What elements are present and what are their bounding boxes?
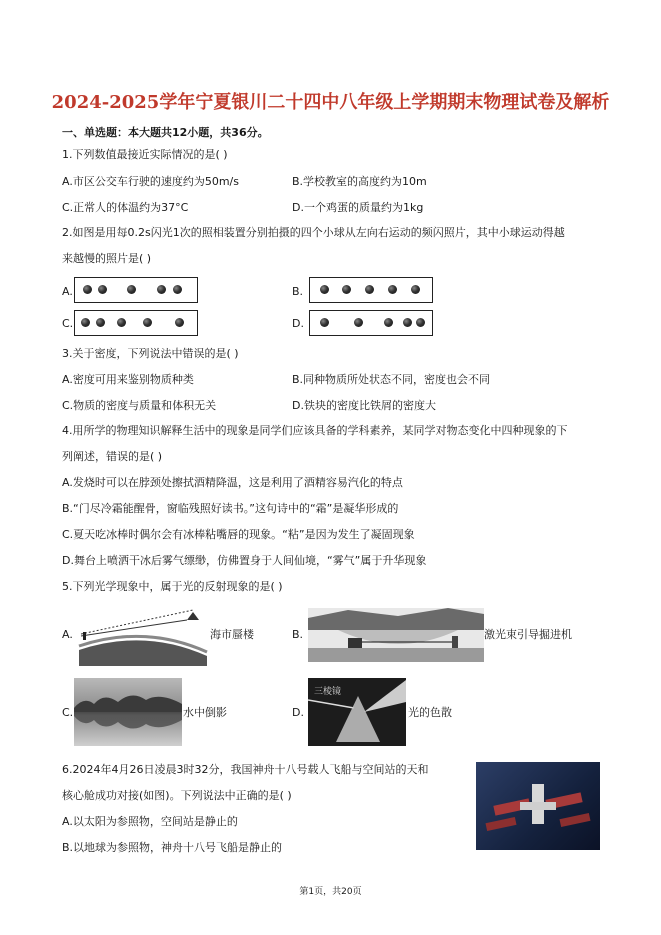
ball	[320, 318, 329, 327]
ball	[157, 285, 166, 294]
water-reflection-photo	[74, 678, 182, 746]
ball	[388, 285, 397, 294]
q3-stem: 3.关于密度，下列说法中错误的是( )	[62, 347, 239, 360]
ball	[98, 285, 107, 294]
q5-option-b-text: 激光束引导掘进机	[484, 628, 572, 641]
q5-stem: 5.下列光学现象中，属于光的反射现象的是( )	[62, 580, 283, 593]
ball	[127, 285, 136, 294]
section-heading: 一、单选题：本大题共12小题，共36分。	[62, 126, 269, 139]
q1-option-c: C.正常人的体温约为37°C	[62, 201, 189, 214]
q6-stem-line1: 6.2024年4月26日凌晨3时32分，我国神舟十八号载人飞船与空间站的天和	[62, 763, 429, 776]
ball	[320, 285, 329, 294]
q4-stem-line1: 4.用所学的物理知识解释生活中的现象是同学们应该具备的学科素养，某同学对物态变化中四种现象的下	[62, 424, 568, 437]
q4-option-c: C.夏天吃冰棒时偶尔会有冰棒粘嘴唇的现象。“粘”是因为发生了凝固现象	[62, 528, 415, 541]
q1-option-a: A.市区公交车行驶的速度约为50m/s	[62, 175, 239, 188]
ball	[416, 318, 425, 327]
q6-option-a: A.以太阳为参照物，空间站是静止的	[62, 815, 238, 828]
q4-option-a: A.发烧时可以在脖颈处擦拭酒精降温，这是利用了酒精容易汽化的特点	[62, 476, 403, 489]
q2-stem-line2: 来越慢的照片是( )	[62, 252, 152, 265]
q2-option-a-label: A.	[62, 285, 73, 298]
q2-stem-line1: 2.如图是用每0.2s闪光1次的照相装置分别拍摄的四个小球从左向右运动的频闪照片，其中小球运动得越	[62, 226, 565, 239]
mirage-diagram	[75, 606, 210, 666]
q2-option-d-label: D.	[292, 317, 304, 330]
q3-option-b: B.同种物质所处状态不同，密度也会不同	[292, 373, 491, 386]
ball	[411, 285, 420, 294]
ball	[403, 318, 412, 327]
q5-option-d-label: D.	[292, 706, 304, 719]
q4-stem-line2: 列阐述，错误的是( )	[62, 450, 163, 463]
q3-option-c: C.物质的密度与质量和体积无关	[62, 399, 217, 412]
strobe-photo-c	[74, 310, 198, 336]
q4-option-b: B.“门尽冷霜能醒骨，窗临残照好读书。”这句诗中的“霜”是凝华形成的	[62, 502, 399, 515]
q5-option-d-text: 光的色散	[408, 706, 452, 719]
ball	[81, 318, 90, 327]
laser-tunnel-diagram	[308, 608, 484, 662]
strobe-photo-a	[74, 277, 198, 303]
q6-option-b: B.以地球为参照物，神舟十八号飞船是静止的	[62, 841, 283, 854]
space-station-photo	[476, 762, 600, 850]
q1-stem: 1.下列数值最接近实际情况的是( )	[62, 148, 228, 161]
prism-label: 三棱镜	[314, 687, 342, 697]
q1-option-d: D.一个鸡蛋的质量约为1kg	[292, 201, 424, 214]
q3-option-d: D.铁块的密度比铁屑的密度大	[292, 399, 436, 412]
ball	[173, 285, 182, 294]
strobe-photo-b	[309, 277, 433, 303]
q2-option-c-label: C.	[62, 317, 74, 330]
ball	[117, 318, 126, 327]
ball	[365, 285, 374, 294]
q4-option-d: D.舞台上喷洒干冰后雾气缥缈，仿佛置身于人间仙境，“雾气”属于升华现象	[62, 554, 427, 567]
q3-option-a: A.密度可用来鉴别物质种类	[62, 373, 194, 386]
q5-option-c-label: C.	[62, 706, 74, 719]
q2-option-b-label: B.	[292, 285, 304, 298]
page-title: 2024-2025学年宁夏银川二十四中八年级上学期期末物理试卷及解析	[51, 92, 610, 113]
page-footer: 第1页，共20页	[299, 887, 362, 897]
ball	[384, 318, 393, 327]
q5-option-a-label: A.	[62, 628, 73, 641]
ball	[342, 285, 351, 294]
ball	[354, 318, 363, 327]
ball	[143, 318, 152, 327]
ball	[96, 318, 105, 327]
prism-dispersion-photo	[308, 678, 406, 746]
strobe-photo-d	[309, 310, 433, 336]
ball	[175, 318, 184, 327]
q5-option-a-text: 海市蜃楼	[210, 628, 254, 641]
q5-option-b-label: B.	[292, 628, 304, 641]
q5-option-c-text: 水中倒影	[183, 706, 227, 719]
q6-stem-line2: 核心舱成功对接(如图)。下列说法中正确的是( )	[62, 789, 292, 802]
q1-option-b: B.学校教室的高度约为10m	[292, 175, 427, 188]
ball	[83, 285, 92, 294]
